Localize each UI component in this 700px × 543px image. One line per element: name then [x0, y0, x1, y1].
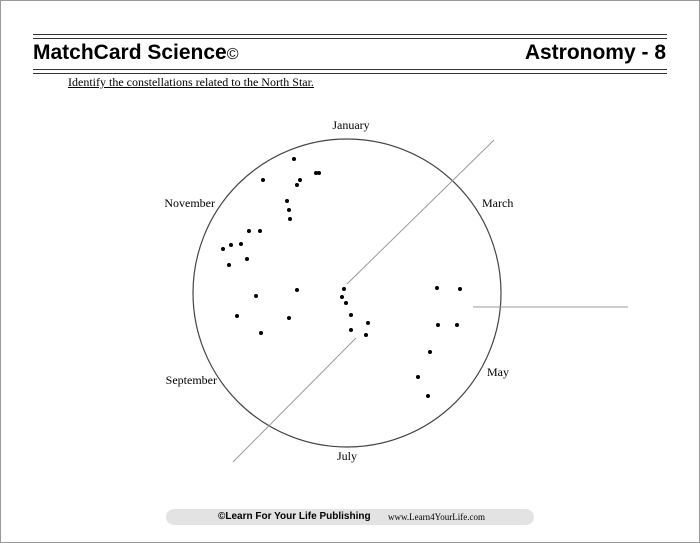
instructions-text: Identify the constellations related to the North Star. [68, 75, 314, 89]
star [366, 321, 370, 325]
star [285, 199, 289, 203]
star [349, 328, 353, 332]
star [436, 323, 440, 327]
star [344, 301, 348, 305]
star [287, 208, 291, 212]
worksheet-subject: Astronomy - 8 [524, 41, 666, 64]
star [416, 375, 420, 379]
star [295, 288, 299, 292]
month-label-upper-right: March [482, 196, 514, 210]
star [364, 333, 368, 337]
footer-publisher: ©Learn For Your Life Publishing [218, 511, 371, 522]
star [287, 316, 291, 320]
star [247, 229, 251, 233]
star [288, 217, 292, 221]
star [342, 287, 346, 291]
star [229, 243, 233, 247]
month-label-bottom: July [336, 449, 358, 463]
star [426, 394, 430, 398]
star [428, 350, 432, 354]
star [258, 229, 262, 233]
star [340, 295, 344, 299]
pointer-line-south [233, 338, 356, 462]
month-label-lower-right: May [487, 365, 509, 379]
month-label-top: January [332, 118, 370, 132]
copyright-symbol: © [226, 46, 239, 63]
month-label-lower-left: September [165, 373, 217, 387]
star [292, 157, 296, 161]
star [458, 287, 462, 291]
star [261, 178, 265, 182]
star [349, 313, 353, 317]
star [259, 331, 263, 335]
star [235, 314, 239, 318]
star [298, 178, 302, 182]
worksheet-title-text: MatchCard Science [33, 41, 227, 64]
star [254, 294, 258, 298]
star [221, 247, 225, 251]
sky-circle [193, 139, 501, 447]
footer-website[interactable]: www.Learn4YourLife.com [388, 512, 485, 522]
star [295, 183, 299, 187]
star [317, 171, 321, 175]
stars [221, 157, 462, 398]
star [239, 242, 243, 246]
star [227, 263, 231, 267]
star [435, 286, 439, 290]
pointer-line-north [347, 140, 494, 284]
month-label-upper-left: November [164, 196, 215, 210]
star [245, 257, 249, 261]
star [455, 323, 459, 327]
